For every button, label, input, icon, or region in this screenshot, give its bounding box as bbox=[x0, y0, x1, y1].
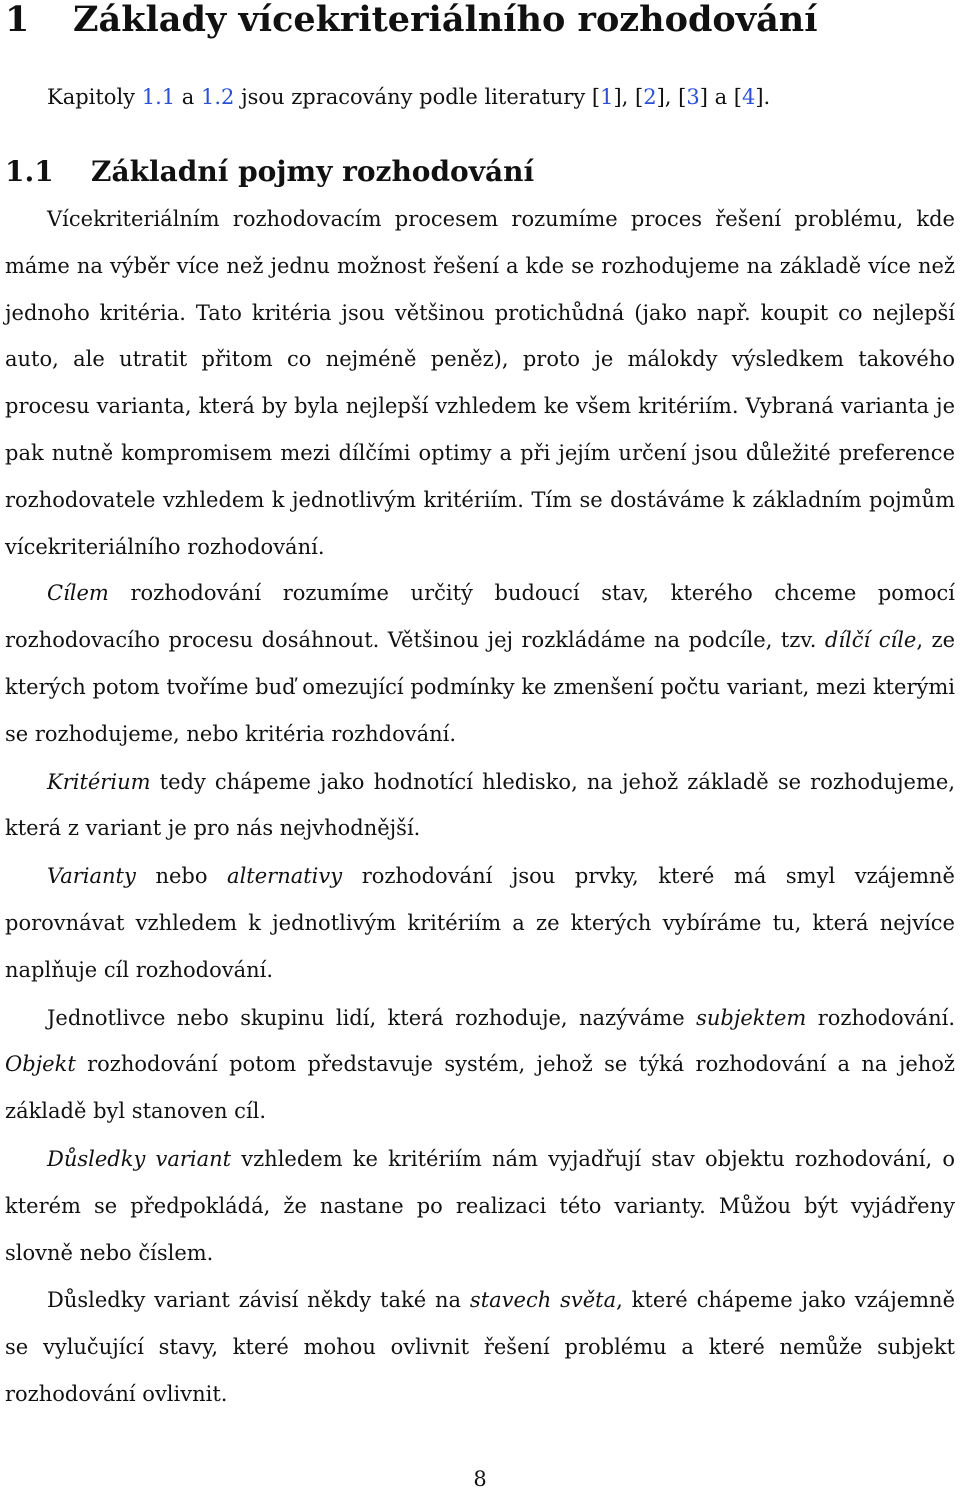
term-emphasis: dílčí cíle bbox=[824, 628, 917, 653]
citation-link[interactable]: 1 bbox=[600, 85, 614, 109]
paragraph-text: rozhodování jsou prvky, které má smyl vzájemně porovnávat vzhledem k jednotlivým kritériím a ze kterých vybíráme tu, která nejvíce naplňuje cíl rozhodování. bbox=[5, 864, 955, 982]
paragraph-text: , ze kterých potom tvoříme buď omezující podmínky ke zmenšení počtu variant, mezi kterými se rozhodujeme, nebo kritéria rozhdování. bbox=[5, 628, 956, 746]
intro-text: jsou zpracovány podle literatury [ bbox=[234, 85, 601, 109]
section-ref-link[interactable]: 1.2 bbox=[201, 85, 235, 109]
intro-text: ], [ bbox=[656, 85, 687, 109]
term-emphasis: Důsledky variant bbox=[47, 1146, 232, 1171]
body-paragraph bbox=[5, 1277, 955, 1417]
body-paragraph bbox=[5, 995, 955, 1135]
paragraph-text: rozhodování rozumíme určitý budoucí stav, kterého chceme pomocí rozhodovacího procesu dosáhnout. Většinou jej rozkládáme na podcíle, tzv. bbox=[5, 581, 955, 653]
intro-text: ], [ bbox=[613, 85, 644, 109]
term-emphasis: Objekt bbox=[5, 1052, 76, 1077]
intro-text: a bbox=[175, 85, 201, 109]
paragraph-text: rozhodování potom představuje systém, jehož se týká rozhodování a na jehož základě byl stanoven cíl. bbox=[5, 1052, 955, 1124]
paragraph-text: nebo bbox=[135, 864, 228, 889]
intro-text: ] a [ bbox=[699, 85, 742, 109]
chapter-title: Základy vícekriteriálního rozhodování bbox=[73, 0, 818, 40]
intro-text: Kapitoly bbox=[47, 85, 142, 109]
paragraph-text: vzhledem ke kritériím nám vyjadřují stav objektu rozhodování, o kterém se předpokládá, že nastane po realizaci této varianty. Můžou být vyjádřeny slovně nebo číslem. bbox=[5, 1146, 955, 1265]
term-emphasis: stavech světa bbox=[469, 1288, 617, 1313]
section-heading bbox=[5, 112, 955, 190]
intro-text: ]. bbox=[755, 85, 771, 109]
citation-link[interactable]: 2 bbox=[643, 85, 657, 109]
term-emphasis: Varianty bbox=[47, 864, 136, 889]
paragraph-text: Důsledky variant závisí někdy také na bbox=[47, 1288, 470, 1313]
chapter-heading bbox=[5, 0, 955, 40]
body-paragraph bbox=[5, 570, 955, 757]
paragraph-text: Jednotlivce nebo skupinu lidí, která rozhoduje, nazýváme bbox=[47, 1005, 697, 1030]
citation-link[interactable]: 3 bbox=[686, 85, 700, 109]
body-paragraph bbox=[5, 1136, 955, 1276]
citation-link[interactable]: 4 bbox=[741, 85, 756, 109]
term-emphasis: Kritérium bbox=[47, 769, 151, 794]
section-ref-link[interactable]: 1.1 bbox=[141, 85, 176, 109]
paragraph-text: , které chápeme jako vzájemně se vylučující stavy, které mohou ovlivnit řešení problému a které nemůže subjekt rozhodování ovlivnit. bbox=[5, 1288, 955, 1406]
body-paragraph: Vícekriteriálním rozhodovacím procesem rozumíme proces řešení problému, kde máme na výběr více než jednu možnost řešení a kde se rozhodujeme na základě více než jednoho kritéria. Tato kritéria jsou většinou protichůdná (jako např. koupit co nejlepší auto, ale utratit přitom co nejméně peněz), proto je málokdy výsledkem takového procesu varianta, která by byla nejlepší vzhledem ke všem kritériím. Vybraná varianta je pak nutně kompromisem mezi dílčími optimy a při jejím určení jsou důležité preference rozhodovatele vzhledem k jednotlivým kritériím. Tím se dostáváme k základním pojmům vícekriteriálního rozhodování. bbox=[5, 207, 955, 559]
term-emphasis: subjektem bbox=[696, 1005, 807, 1030]
term-emphasis: Cílem bbox=[47, 581, 109, 606]
page-number: 8 bbox=[473, 1467, 487, 1491]
chapter-number: 1 bbox=[5, 0, 30, 40]
section-number: 1.1 bbox=[5, 155, 54, 188]
term-emphasis: alternativy bbox=[227, 864, 343, 889]
section-title: Základní pojmy rozhodování bbox=[91, 155, 535, 188]
page-content bbox=[5, 0, 955, 1418]
body-paragraph bbox=[5, 853, 955, 993]
paragraph-text: rozhodování. bbox=[806, 1005, 955, 1030]
body-paragraph bbox=[5, 759, 955, 853]
paragraph-text: tedy chápeme jako hodnotící hledisko, na jehož základě se rozhodujeme, která z variant je pro nás nejvhodnější. bbox=[5, 769, 955, 841]
intro-paragraph bbox=[5, 40, 955, 112]
